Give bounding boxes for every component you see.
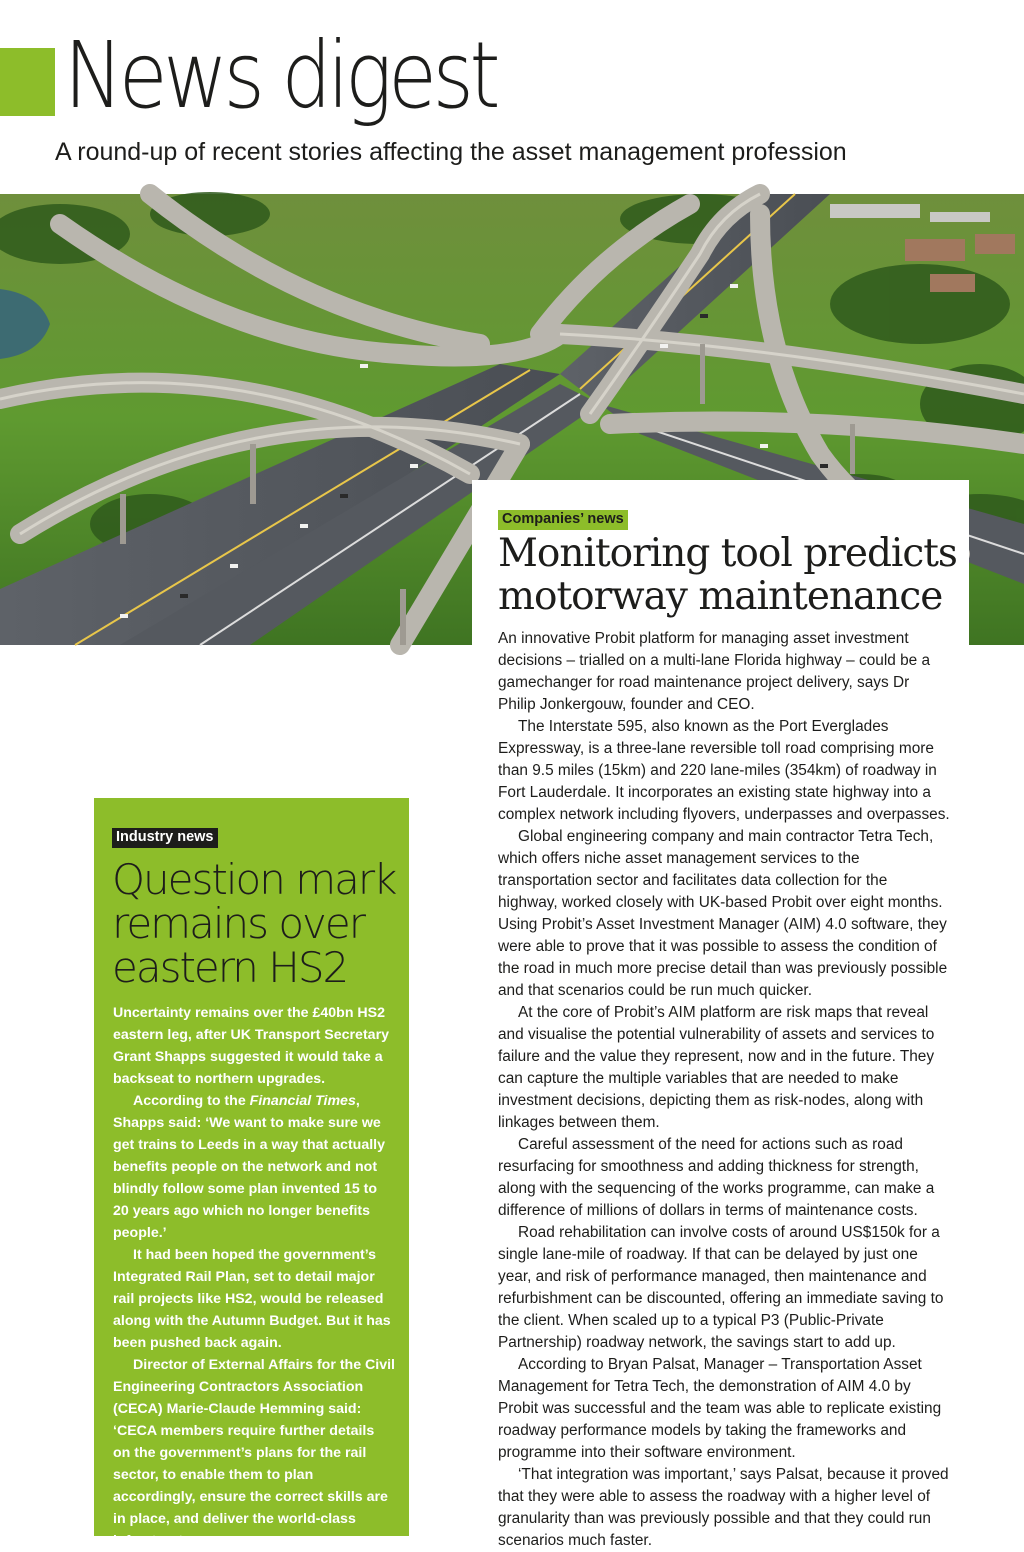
article-paragraph: At the core of Probit’s AIM platform are risk maps that reveal and visualise the potential vulnerability of assets and services to failure and the value they represent, now and in the future. They can capture the multiple variables that are needed to make investment decisions, depicting them as risk-nodes, along with linkages between them.: [498, 1004, 935, 1131]
industry-news-sidebar: [94, 798, 409, 1549]
article-paragraph: Road rehabilitation can involve costs of around US$150k for a single lane-mile of roadway. If that can be delayed by just one year, and risk of performance managed, then maintenance and refurbishment can be discounted, offering an immediate saving to the client. When scaled up to a typical P3 (Public-Private Partnership) roadway network, the savings start to add up.: [498, 1224, 944, 1351]
category-tag-industry-news: Industry news: [112, 828, 218, 848]
publication-name: Financial Times: [249, 1093, 356, 1109]
article-paragraph: The Interstate 595, also known as the Port Everglades Expressway, is a three-lane reversible toll road comprising more than 9.5 miles (15km) and 220 lane-miles (354km) of roadway in Fort Lauderdale. It incorporates an existing state highway into a complex network including flyovers, underpasses and overpasses.: [498, 718, 950, 823]
sidebar-paragraph: Uncertainty remains over the £40bn HS2 eastern leg, after UK Transport Secretary Grant Shapps suggested it would take a backseat to northern upgrades.: [113, 1005, 389, 1087]
feature-headline: Monitoring tool predicts motorway maintenance: [498, 531, 957, 619]
category-tag-companies-news: Companies’ news: [498, 510, 628, 530]
article-paragraph: ‘That integration was important,’ says Palsat, because it proved that they were able to assess the roadway with a higher level of granularity than was previously possible and that they could run scenarios much faster.: [498, 1466, 949, 1549]
sidebar-text: , Shapps said: ‘We want to make sure we get trains to Leeds in a way that actually benefits people on the network and not blindly follow some plan invented 15 to 20 years ago which no longer benefits people.’: [113, 1093, 386, 1241]
article-paragraph: Global engineering company and main contractor Tetra Tech, which offers niche asset management services to the transportation sector and facilitates data collection for the highway, worked closely with UK-based Probit over eight months. Using Probit’s Asset Investment Manager (AIM) 4.0 software, they were able to prove that it was possible to assess the condition of the road in much more precise detail than was previously possible and that scenarios could be run much quicker.: [498, 828, 948, 999]
sidebar-paragraph: [113, 1090, 395, 1244]
feature-article-body: [498, 628, 950, 1549]
feature-heading-panel: [472, 480, 969, 645]
page-title: News digest: [64, 22, 497, 129]
page-subtitle: A round-up of recent stories affecting the asset management profession: [55, 138, 847, 166]
sidebar-paragraph: It had been hoped the government’s Integrated Rail Plan, set to detail major rail projects like HS2, would be released along with the Autumn Budget. But it has been pushed back again.: [113, 1247, 391, 1351]
sidebar-headline: Question mark remains over eastern HS2: [112, 855, 396, 992]
article-paragraph: An innovative Probit platform for managing asset investment decisions – trialled on a multi-lane Florida highway – could be a gamechanger for road maintenance project delivery, says Dr Philip Jonkergouw, founder and CEO.: [498, 630, 931, 713]
sidebar-text: According to the: [133, 1093, 250, 1109]
sidebar-paragraph: Director of External Affairs for the Civil Engineering Contractors Association (CECA) Marie-Claude Hemming said: ‘CECA members require further details on the government’s plans for the rail sector, to enable them to plan accordingly, ensure the correct skills are in place, and deliver the world-class infrastructure: [113, 1357, 395, 1549]
article-paragraph: According to Bryan Palsat, Manager – Transportation Asset Management for Tetra Tech, the demonstration of AIM 4.0 by Probit was successful and the team was able to replicate existing roadway performance models by taking the frameworks and programme into their software environment.: [498, 1356, 942, 1461]
title-accent-square: [0, 48, 55, 116]
sidebar-article-body: [113, 1002, 395, 1552]
article-paragraph: Careful assessment of the need for actions such as road resurfacing for smoothness and adding thickness for strength, along with the sequencing of the works programme, can make a difference of millions of dollars in terms of maintenance costs.: [498, 1136, 935, 1219]
